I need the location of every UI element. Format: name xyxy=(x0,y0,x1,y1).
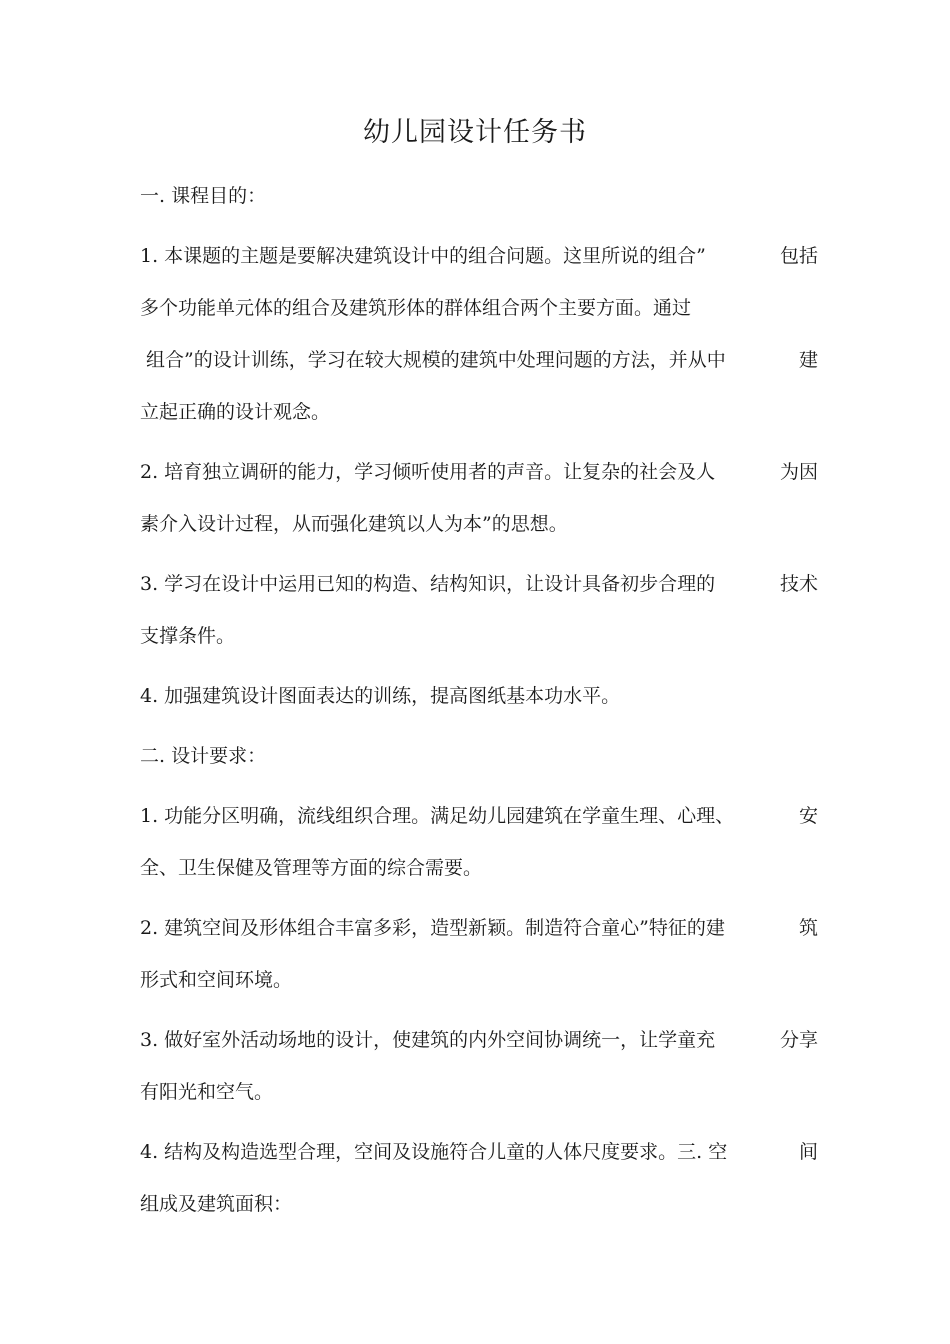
text-segment: 3. 做好室外活动场地的设计，使建筑的内外空间协调统一，让学童充 xyxy=(140,1029,716,1051)
text-segment: 技术 xyxy=(779,573,818,595)
text-segment: 间 xyxy=(798,1141,818,1163)
paragraph-line: 形式和空间环境。 xyxy=(140,969,293,991)
paragraph-line xyxy=(140,558,818,610)
paragraph-line: 4. 加强建筑设计图面表达的训练，提高图纸基本功水平。 xyxy=(140,685,621,707)
document-body xyxy=(140,170,818,1230)
text-segment: 1. 功能分区明确，流线组织合理。满足幼儿园建筑在学童生理、心理、 xyxy=(140,805,735,827)
paragraph-line: 支撑条件。 xyxy=(140,625,236,647)
paragraph-line xyxy=(140,334,818,386)
text-segment: 2. 建筑空间及形体组合丰富多彩，造型新颖。制造符合童心”特征的建 xyxy=(140,917,725,939)
paragraph-line: 多个功能单元体的组合及建筑形体的群体组合两个主要方面。通过 xyxy=(140,297,692,319)
section-heading-course-objectives: 一. 课程目的： xyxy=(140,185,267,207)
text-segment: 3. 学习在设计中运用已知的构造、结构知识，让设计具备初步合理的 xyxy=(140,573,716,595)
paragraph-line xyxy=(140,902,818,954)
text-segment: 包括 xyxy=(779,245,818,267)
text-segment: 分享 xyxy=(779,1029,818,1051)
text-segment: 安 xyxy=(798,805,818,827)
text-segment: 筑 xyxy=(798,917,818,939)
paragraph-line xyxy=(140,790,818,842)
paragraph-line: 组成及建筑面积： xyxy=(140,1193,293,1215)
paragraph-line xyxy=(140,1126,818,1178)
paragraph-line: 立起正确的设计观念。 xyxy=(140,401,331,423)
paragraph-line: 有阳光和空气。 xyxy=(140,1081,274,1103)
text-segment: 组合”的设计训练，学习在较大规模的建筑中处理问题的方法，并从中 xyxy=(146,349,726,371)
paragraph-line: 素介入设计过程，从而强化建筑以人为本”的思想。 xyxy=(140,513,568,535)
section-heading-design-requirements: 二. 设计要求： xyxy=(140,745,267,767)
paragraph-line xyxy=(140,446,818,498)
text-segment: 为因 xyxy=(779,461,818,483)
text-segment: 2. 培育独立调研的能力，学习倾听使用者的声音。让复杂的社会及人 xyxy=(140,461,716,483)
paragraph-line xyxy=(140,1014,818,1066)
text-segment: 4. 结构及构造选型合理，空间及设施符合儿童的人体尺度要求。三. 空 xyxy=(140,1141,728,1163)
paragraph-line xyxy=(140,230,818,282)
document-title: 幼儿园设计任务书 xyxy=(363,117,587,148)
text-segment: 1. 本课题的主题是要解决建筑设计中的组合问题。这里所说的组合” xyxy=(140,245,706,267)
text-segment: 建 xyxy=(798,349,818,371)
paragraph-line: 全、卫生保健及管理等方面的综合需要。 xyxy=(140,857,483,879)
